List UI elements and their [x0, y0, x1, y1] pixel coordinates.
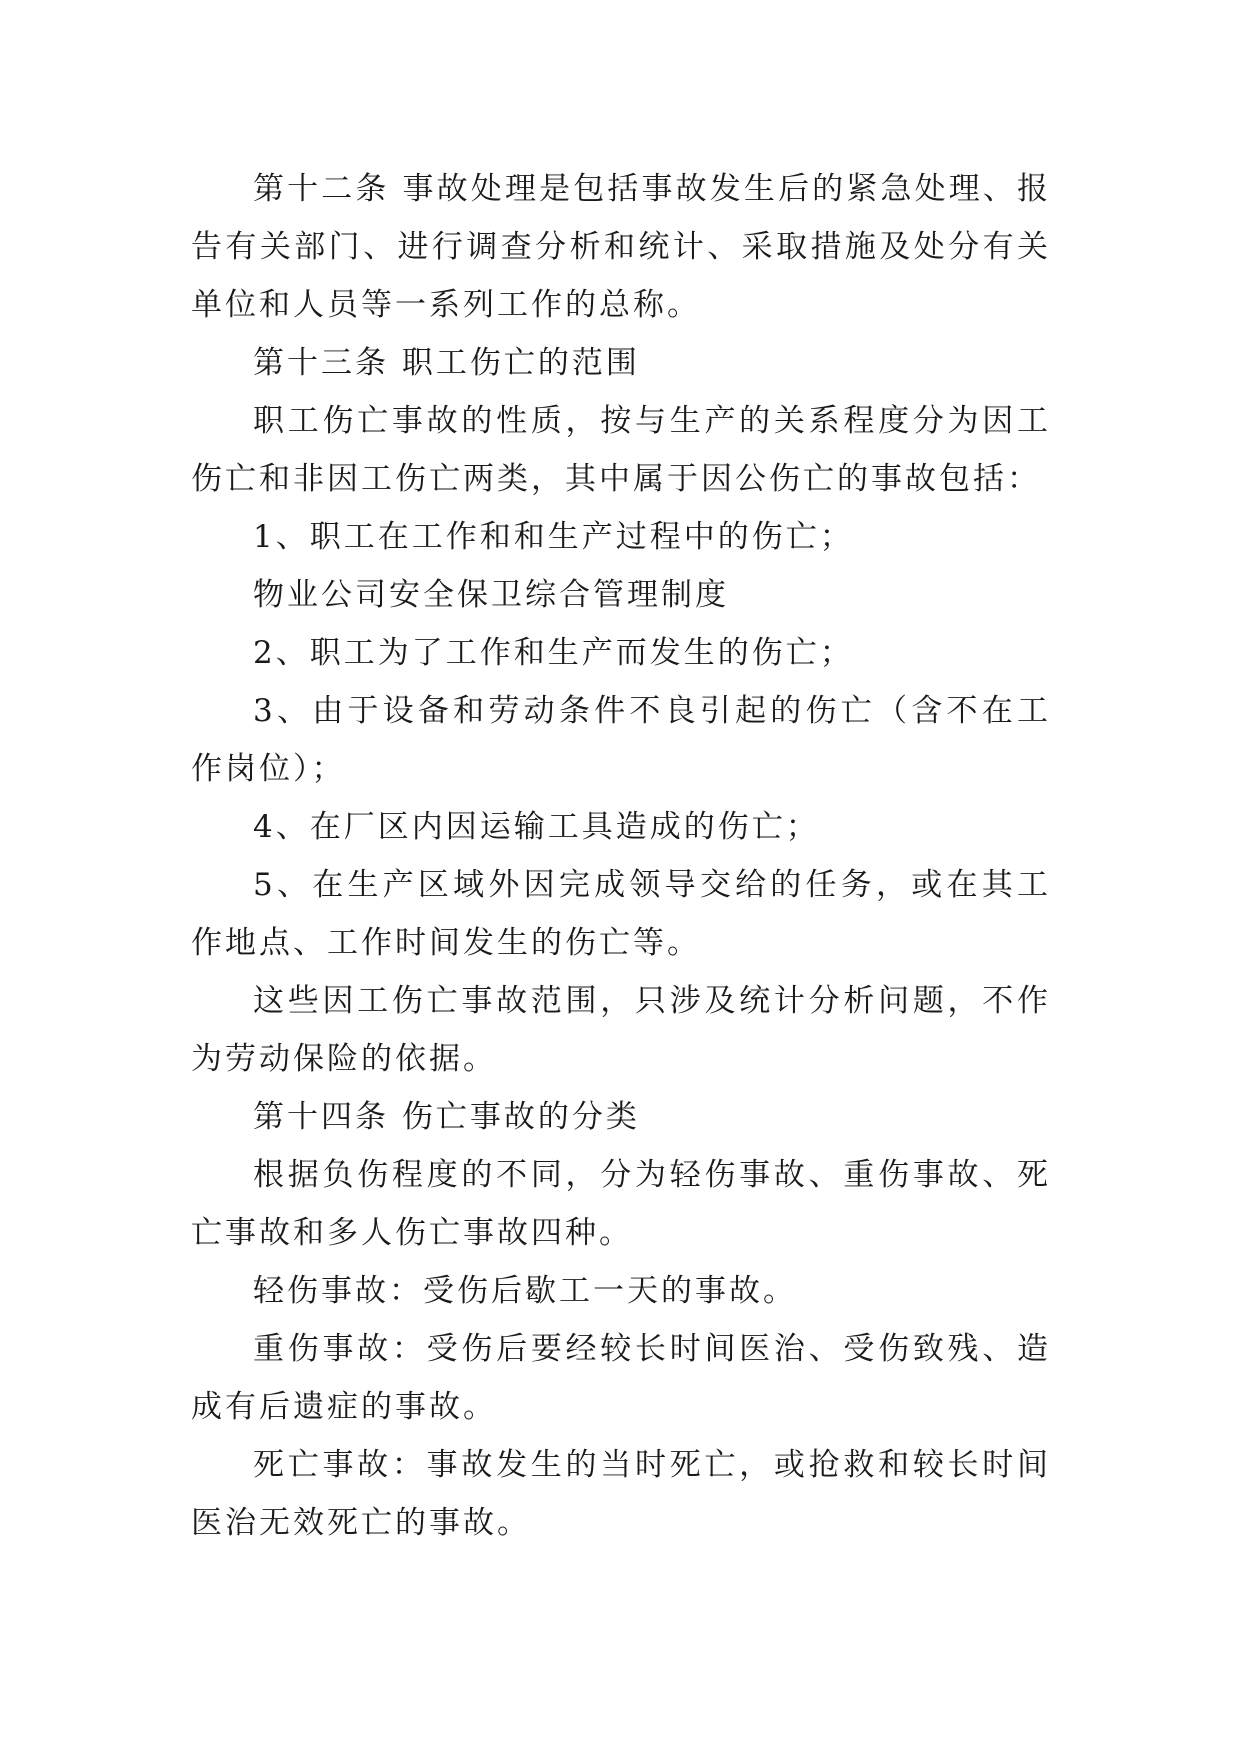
paragraph-item-3: 3、由于设备和劳动条件不良引起的伤亡（含不在工作岗位）； — [191, 693, 1051, 787]
paragraph-serious-injury: 重伤事故：受伤后要经较长时间医治、受伤致残、造成有后遗症的事故。 — [191, 1331, 1051, 1425]
document-body — [191, 160, 1051, 1552]
paragraph-item-5: 5、在生产区域外因完成领导交给的任务，或在其工作地点、工作时间发生的伤亡等。 — [191, 867, 1051, 961]
paragraph-document-name: 物业公司安全保卫综合管理制度 — [253, 577, 729, 613]
paragraph-injury-nature: 职工伤亡事故的性质，按与生产的关系程度分为因工伤亡和非因工伤亡两类，其中属于因公伤亡的事故包括： — [191, 403, 1051, 497]
paragraph-fatal-accident: 死亡事故：事故发生的当时死亡，或抢救和较长时间医治无效死亡的事故。 — [191, 1447, 1051, 1541]
paragraph-article-14-title: 第十四条 伤亡事故的分类 — [253, 1099, 640, 1135]
paragraph-item-1: 1、职工在工作和和生产过程中的伤亡； — [253, 519, 854, 555]
paragraph-item-4: 4、在厂区内因运输工具造成的伤亡； — [253, 809, 820, 845]
paragraph-classification: 根据负伤程度的不同，分为轻伤事故、重伤事故、死亡事故和多人伤亡事故四种。 — [191, 1157, 1051, 1251]
paragraph-minor-injury: 轻伤事故：受伤后歇工一天的事故。 — [253, 1273, 797, 1309]
paragraph-article-13-title: 第十三条 职工伤亡的范围 — [253, 345, 640, 381]
paragraph-article-12: 第十二条 事故处理是包括事故发生后的紧急处理、报告有关部门、进行调查分析和统计、采取措施及处分有关单位和人员等一系列工作的总称。 — [191, 171, 1051, 323]
paragraph-item-2: 2、职工为了工作和生产而发生的伤亡； — [253, 635, 854, 671]
paragraph-scope-note: 这些因工伤亡事故范围，只涉及统计分析问题，不作为劳动保险的依据。 — [191, 983, 1051, 1077]
